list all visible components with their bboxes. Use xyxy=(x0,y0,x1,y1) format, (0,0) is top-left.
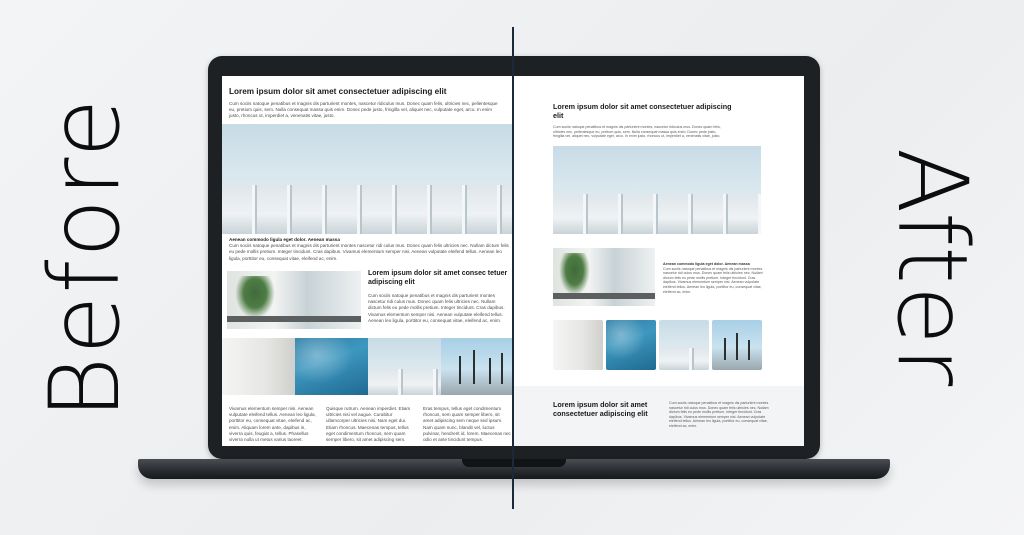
after-intro-text: Cum sociis natoque penatibus et magnis dis parturient montes, nascetur ridiculus mus. Donec quam felis, ultricies nec, pellentesque eu, pretium quis, sem. Nulla consequat massa quis enim. Donec pede justo, fringilla vel, aliquet nec, vulputate eget, arcu. In enim justo, rhoncus ut, imperdiet a, venenatis vitae, justo. xyxy=(553,125,721,139)
before-page-title: Lorem ipsum dolor sit amet consectetuer adipiscing elit xyxy=(229,87,447,96)
before-hero-image xyxy=(222,124,513,234)
before-caption xyxy=(229,237,509,262)
after-page-title: Lorem ipsum dolor sit amet consectetuer adipiscing elit xyxy=(553,102,732,120)
before-column-2: Quisque rutrum. Aenean imperdiet. Etiam ultricies nisi vel augue. Curabitur ullamcorper ultricies nisi. Nam eget dui. Etiam rhoncus. Maecenas tempus, tellus eget condimentum rhoncus, sem quam semper libero, sit amet adipiscing sem. xyxy=(326,406,411,443)
after-caption-text: Cum sociis natoque penatibus et magnis dis parturient montes nascetur ridi culus mus. Donec quam felis ultricies nec. Nullam dictum felis eu pede mollis pretium. Integer tincidunt. Cras dapibus. Vivamus elementum semper nisi. Aenean vulputate eleifend tellus. Aenean leo ligula, porttitor eu, consequat vitae, eleifend ac, enim. xyxy=(663,266,763,294)
before-intro-text: Cum sociis natoque penatibus et magnis dis parturient montes, nascetur ridiculus mus. Donec quam felis, ultricies nec, pellentesque eu, pretium quis, sem. Nulla consequat massa quis enim. Donec pede justo, fringilla vel, aliquet nec, vulputate eget, arcu. In enim justo, rhoncus ut, imperdiet a, venenatis vitae, justo. xyxy=(229,101,498,119)
before-room-image xyxy=(222,338,295,395)
before-column-3: Eras tempus, tellus eget condimentum rhoncus, sem quam semper libero, sit amet adipiscing sem neque sed ipsum. Nam quam nunc, blandit vel, luctus pulvinar, hendrerit id, lorem. Maecenas nec odio et ante tincidunt tempus. xyxy=(423,406,511,443)
after-caption xyxy=(663,262,763,294)
before-caption-text: Cum sociis natoque penatibus et magnis dis parturient montes nascetur ridi culus mus. Donec quam felis ultricies nec. Nullam dictum felis eu pede mollis pretium. Integer tincidunt. Cras dapibus. Vivamus elementum semper nisi. Aenean vulputate eleifend tellus. Aenean leo ligula, porttitor eu, consequat vitae, eleifend ac, enim. xyxy=(229,243,509,261)
before-section-heading: Lorem ipsum dolor sit amet consec tetuer adipiscing elit xyxy=(368,270,508,286)
before-facade-thumb xyxy=(368,338,441,395)
before-office-image xyxy=(227,271,361,329)
after-hero-image xyxy=(553,146,761,234)
laptop-notch xyxy=(462,459,566,467)
after-footer-text: Cum sociis natoque penatibus et magnis dis parturient montes nascetur ridi culus mus. Donec quam felis ultricies nec. Nullam dictum felis eu pede mollis pretium. Integer tincidunt. Cras dapibus. Vivamus elementum semper nisi. Aenean vulputate eleifend tellus. Aenean leo ligula, porttitor eu, consequat vitae, eleifend ac, enim. xyxy=(669,401,769,428)
after-footer-title: Lorem ipsum dolor sit amet consectetuer adipiscing elit xyxy=(553,400,648,418)
after-label: After xyxy=(876,147,988,389)
before-caption-bold: Aenean commodo ligula eget dolor. Aenean massa xyxy=(229,237,340,242)
after-room-image xyxy=(553,320,603,370)
before-pool-image xyxy=(295,338,368,395)
after-caption-bold: Aenean commodo ligula eget dolor. Aenean massa xyxy=(663,262,750,266)
after-office-image xyxy=(553,248,655,306)
after-facade-thumb xyxy=(659,320,709,370)
before-page xyxy=(222,76,513,446)
after-palms-image xyxy=(712,320,762,370)
before-section-text: Cum sociis natoque penatibus et magnis dis parturient montes nascetur ridi culus mus. Donec quam felis ultricies nec. Nullam dictum felis eu pede mollis pretium. Integer tincidunt. Cras dapibus. Vivamus elementum semper nisi. Aenean vulputate eleifend tellus. Aenean leo ligula, porttitor eu, consequat vitae, eleifend ac, enim. xyxy=(368,293,505,323)
before-column-1: Vivamus elementum semper nisi. Aenean vulputate eleifend tellus. Aenean leo ligula, porttitor eu, consequat vitae, eleifend ac, enim. Aliquam lorem ante, dapibus in, viverra quis, feugiat a, tellus. Phasellus viverra nulla ut metus varius laoreet. xyxy=(229,406,316,443)
before-label: Before xyxy=(29,96,141,420)
comparison-divider[interactable] xyxy=(512,27,514,509)
before-palms-image xyxy=(441,338,513,395)
after-pool-image xyxy=(606,320,656,370)
after-page xyxy=(513,76,804,446)
